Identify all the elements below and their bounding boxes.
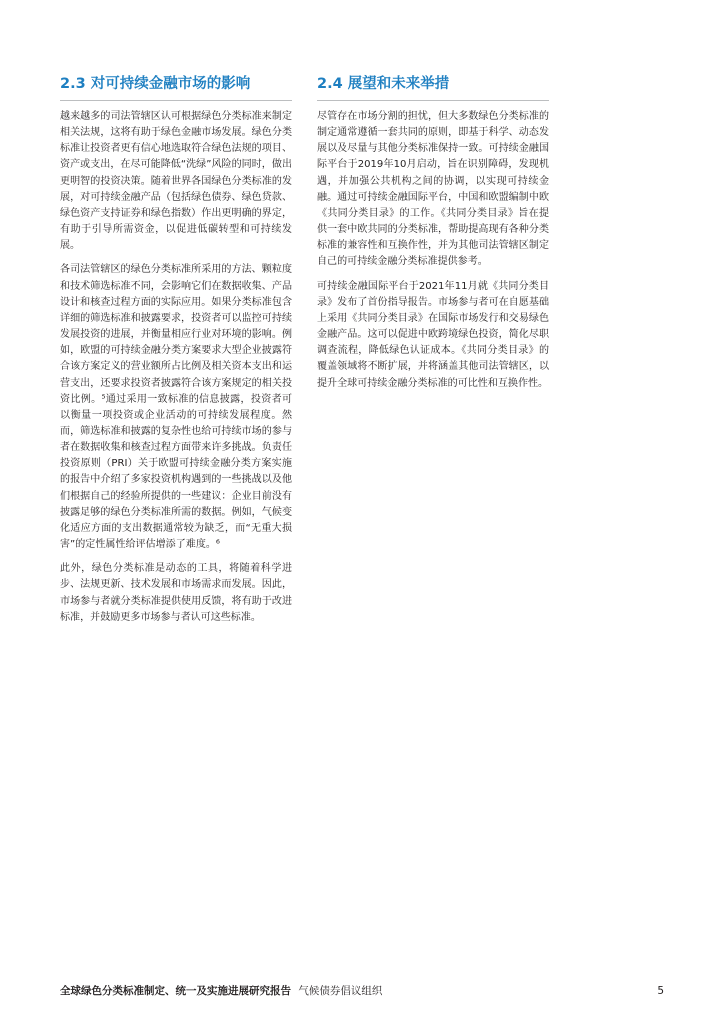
- paragraph: 可持续金融国际平台于2021年11月就《共同分类目录》发布了首份指导报告。市场参与者可在自愿基础上采用《共同分类目录》在国际市场发行和交易绿色金融产品。这可以促进中欧跨境绿色投资，简化尽职调查流程，降低绿色认证成本。《共同分类目录》的覆盖领域将不断扩展，并将涵盖其他司法管辖区，以提升全球可持续金融分类标准的可比性和互换作性。: [317, 280, 549, 389]
- page-number: 5: [657, 985, 664, 997]
- paragraph: 越来越多的司法管辖区认可根据绿色分类标准来制定相关法规，这将有助于绿色金融市场发展。绿色分类标准让投资者更有信心地选取符合绿色法规的项目、资产或支出，在尽可能降低“洗绿”风险的同时，做出更明智的投资决策。随着世界各国绿色分类标准的发展，对可持续金融产品（包括绿色债券、绿色贷款、绿色资产支持证券和绿色指数）作出更明确的界定，有助于引导所需资金，以促进低碳转型和可持续发展。: [60, 111, 292, 252]
- paragraph: 各司法管辖区的绿色分类标准所采用的方法、颗粒度和技术筛选标准不同，会影响它们在数据收集、产品设计和核查过程方面的实际应用。如果分类标准包含详细的筛选标准和披露要求，投资者可以监控可持续发展投资的进展，并衡量相应行业对环境的影响。例如，欧盟的可持续金融分类方案要求大型企业披露符合该方案定义的营业额所占比例及相关资本支出和运营支出，还要求投资者披露符合该方案规定的相关投资比例。⁵通过采用一致标准的信息披露，投资者可以衡量一项投资或企业活动的可持续发展程度。然而，筛选标准和披露的复杂性也给可持续市场的参与者在数据收集和核查过程方面带来许多挑战。负责任投资原则（PRI）关于欧盟可持续金融分类方案实施的报告中介绍了多家投资机构遇到的一些挑战以及他们根据自己的经验所提供的一些建议：企业目前没有披露足够的绿色分类标准所需的数据。例如，气候变化适应方面的支出数据通常较为缺乏，而“无重大损害”的定性属性给评估增添了难度。⁶: [60, 264, 292, 551]
- section-heading-2-4: 2.4 展望和未来举措: [317, 72, 549, 101]
- page-footer: [60, 983, 664, 999]
- paragraph: 此外，绿色分类标准是动态的工具，将随着科学进步、法规更新、技术发展和市场需求而发展。因此，市场参与者就分类标准提供使用反馈，将有助于改进标准，并鼓励更多市场参与者认可这些标准。: [60, 563, 292, 623]
- section-heading-2-3: 2.3 对可持续金融市场的影响: [60, 72, 292, 101]
- organization-name: 气候债券倡议组织: [298, 985, 383, 997]
- left-column: [60, 72, 292, 626]
- report-title: 全球绿色分类标准制定、统一及实施进展研究报告: [60, 985, 291, 997]
- paragraph: 尽管存在市场分割的担忧，但大多数绿色分类标准的制定通常遵循一套共同的原则，即基于科学、动态发展以及尽量与其他分类标准保持一致。可持续金融国际平台于2019年10月启动，旨在识别障碍，发现机遇，并加强公共机构之间的协调，以实现可持续金融。通过可持续金融国际平台，中国和欧盟编制中欧《共同分类目录》的工作。《共同分类目录》旨在提供一套中欧共同的分类标准，帮助提高现有各种分类标准的兼容性和互换作性，并为其他司法管辖区制定自己的可持续金融分类标准提供参考。: [317, 111, 549, 268]
- right-column: [317, 72, 549, 392]
